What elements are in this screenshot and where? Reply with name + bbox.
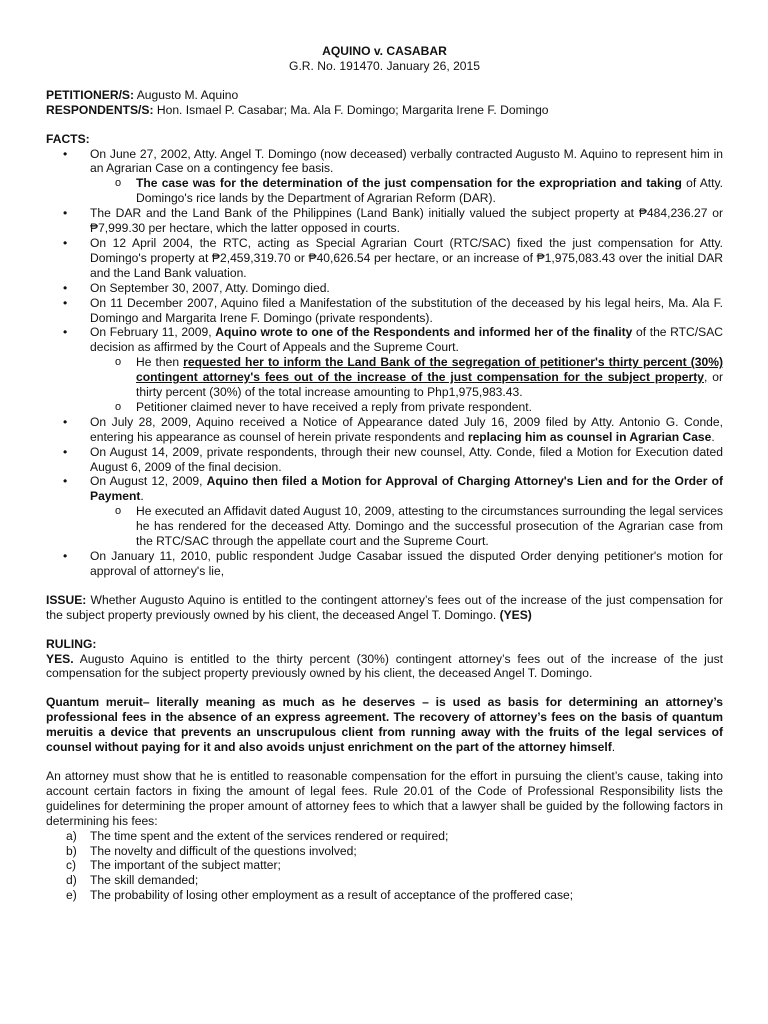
fact-text: On February 11, 2009, — [90, 325, 216, 340]
case-title: AQUINO v. CASABAR — [322, 44, 447, 58]
fact-subitem — [90, 176, 723, 206]
fact-text: On June 27, 2002, Atty. Angel T. Domingo (now deceased) verbally contracted Augusto M. Aquino to represent him in an Agrarian Case on a contingency fee basis. — [90, 146, 723, 176]
fact-item — [46, 445, 723, 475]
fact-sublist — [90, 504, 723, 549]
fact-item — [46, 325, 723, 414]
fact-item — [46, 474, 723, 549]
factor-marker: a) — [66, 828, 77, 843]
respondent-names: Hon. Ismael P. Casabar; Ma. Ala F. Domingo; Margarita Irene F. Domingo — [153, 102, 549, 117]
factor-text: The time spent and the extent of the services rendered or required; — [90, 828, 449, 843]
factor-text: The important of the subject matter; — [90, 858, 281, 873]
case-citation: G.R. No. 191470. January 26, 2015 — [289, 58, 480, 73]
fact-text: On August 14, 2009, private respondents, through their new counsel, Atty. Conde, filed a Motion for Execution dated August 6, 2009 of the final decision. — [90, 444, 723, 474]
fact-subitem-text: Petitioner claimed never to have received a reply from private respondent. — [136, 399, 532, 414]
factor-item — [46, 858, 723, 873]
respondent-label: RESPONDENTS/S: — [46, 102, 154, 117]
factor-marker: c) — [66, 858, 77, 873]
fact-subitem-text: , or thirty percent (30%) of the total increase amounting to Php1,975,983.43. — [136, 370, 723, 400]
fact-item — [46, 236, 723, 281]
fact-text: On July 28, 2009, Aquino received a Notice of Appearance dated July 16, 2009 filed by Atty. Antonio G. Conde, entering his appearance as counsel of herein private respondents and — [90, 414, 723, 444]
fact-item — [46, 281, 723, 296]
fact-text: On August 12, 2009, — [90, 474, 207, 489]
fact-text: The DAR and the Land Bank of the Philippines (Land Bank) initially valued the subject property at ₱484,236.27 or ₱7,999.30 per hectare, which the latter opposed in courts. — [90, 206, 723, 236]
fact-subitem-text: He then — [136, 355, 184, 370]
facts-heading: FACTS: — [46, 131, 90, 146]
fact-text: . — [140, 489, 144, 504]
fact-subitem-text: He executed an Affidavit dated August 10, 2009, attesting to the circumstances surrounding the legal services he has rendered for the deceased Atty. Domingo and the successful prosecution of the Agrarian case from the RTC/SAC through the appellate court and the Supreme Court. — [136, 504, 723, 549]
fact-item — [46, 415, 723, 445]
fact-text: On 11 December 2007, Aquino filed a Manifestation of the substitution of the deceased by his legal heirs, Ma. Ala F. Domingo and Margarita Irene F. Domingo (private respondents). — [90, 295, 723, 325]
quantum-meruit-paragraph — [46, 695, 723, 755]
ruling-paragraph — [46, 652, 723, 682]
attorney-fees-paragraph: An attorney must show that he is entitled to reasonable compensation for the effort in pursuing the client’s cause, taking into account certain factors in fixing the amount of legal fees. Rule 20.01 of the Code of Professional Responsibility lists the guidelines for determining the proper amount of attorney fees to which that a lawyer shall be guided by the following factors in determining his fees: — [46, 768, 723, 828]
petitioner-label: PETITIONER/S: — [46, 87, 135, 102]
issue-label: ISSUE: — [46, 592, 87, 607]
fact-subitem — [90, 355, 723, 400]
factor-text: The skill demanded; — [90, 873, 199, 888]
factor-item — [46, 888, 723, 903]
factors-list — [46, 829, 723, 904]
fact-text-bold: Aquino then filed a Motion for Approval of Charging Attorney's Lien and for the Order of Payment — [90, 474, 724, 504]
factor-marker: b) — [66, 843, 77, 858]
petitioner-name: Augusto M. Aquino — [134, 87, 239, 102]
fact-sublist — [90, 176, 723, 206]
fact-item — [46, 147, 723, 207]
ruling-yes: YES. — [46, 651, 74, 666]
petitioner-line — [46, 88, 723, 103]
respondent-line — [46, 103, 723, 118]
fact-text-bold: replacing him as counsel in Agrarian Case — [467, 429, 712, 444]
issue-text: Whether Augusto Aquino is entitled to the contingent attorney’s fees out of the increase of the just compensation for the subject property previously owned by his client, the deceased Angel T. Domingo. — [46, 592, 723, 622]
quantum-meruit-text: Quantum meruit– literally meaning as much as he deserves – is used as basis for determining an attorney’s professional fees in the absence of an express agreement. The recovery of attorney’s fees on the basis of quantum meruitis a device that prevents an unscrupulous client from running away with the fruits of the legal services of counsel without paying for it and also avoids unjust enrichment on the part of the attorney himself — [46, 695, 723, 755]
facts-list — [46, 147, 723, 579]
fact-subitem-underlined: requested her to inform the Land Bank of the segregation of petitioner's thirty percent (30%) contingent attorney's fees out of the increase of the just compensation for the subject property — [136, 355, 723, 385]
factor-text: The novelty and difficult of the questions involved; — [90, 843, 357, 858]
factor-item — [46, 844, 723, 859]
fact-text: . — [711, 429, 715, 444]
fact-text: On September 30, 2007, Atty. Domingo died. — [90, 280, 330, 295]
fact-text: On January 11, 2010, public respondent Judge Casabar issued the disputed Order denying petitioner's motion for approval of attorney's lie, — [90, 549, 723, 578]
factor-text: The probability of losing other employment as a result of acceptance of the proffered case; — [90, 888, 574, 903]
issue-paragraph — [46, 593, 723, 623]
fact-subitem — [90, 400, 723, 415]
fact-text: of the RTC/SAC decision as affirmed by the Court of Appeals and the Supreme Court. — [90, 325, 724, 355]
factor-marker: e) — [66, 888, 77, 903]
fact-item — [46, 296, 723, 326]
ruling-text: Augusto Aquino is entitled to the thirty percent (30%) contingent attorney’s fees out of the increase of the just compensation for the subject property previously owned by his client, the deceased Angel T. Domingo. — [46, 651, 723, 681]
fact-item — [46, 549, 723, 579]
fact-sublist — [90, 355, 723, 415]
fact-text-bold: Aquino wrote to one of the Respondents and informed her of the finality — [215, 325, 633, 340]
quantum-meruit-end: . — [611, 740, 616, 755]
fact-subitem — [90, 504, 723, 549]
fact-item — [46, 206, 723, 236]
issue-answer: (YES) — [499, 607, 532, 622]
fact-subitem-text: of Atty. Domingo's rice lands by the Department of Agrarian Reform (DAR). — [136, 176, 724, 206]
factor-item — [46, 873, 723, 888]
fact-text: On 12 April 2004, the RTC, acting as Special Agrarian Court (RTC/SAC) fixed the just compensation for Atty. Domingo's property at ₱2,459,319.70 or ₱40,626.54 per hectare, or an increase of ₱1,975,083.43 over the initial DAR and the Land Bank valuation. — [90, 235, 723, 280]
fact-subitem-bold: The case was for the determination of the just compensation for the expropriation and taking — [136, 176, 682, 191]
ruling-heading: RULING: — [46, 636, 97, 651]
factor-marker: d) — [66, 873, 77, 888]
factor-item — [46, 829, 723, 844]
